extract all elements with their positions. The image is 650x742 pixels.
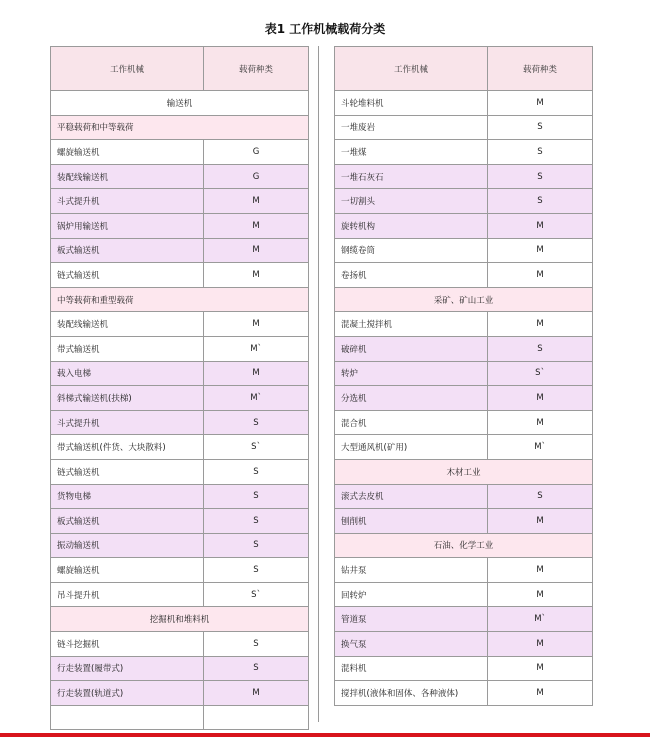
- table-row: [335, 632, 593, 657]
- load-type-cell: S`: [488, 361, 593, 386]
- table-row: [335, 509, 593, 534]
- table-row: [335, 115, 593, 140]
- load-type-cell: S: [204, 558, 309, 583]
- table-row: [51, 213, 309, 238]
- load-type-cell: G: [204, 140, 309, 165]
- table-row: [335, 386, 593, 411]
- load-type-cell: M: [204, 263, 309, 288]
- table-row: [51, 435, 309, 460]
- table-row: [335, 582, 593, 607]
- table-row: [51, 459, 309, 484]
- header-machine: 工作机械: [51, 47, 204, 91]
- table-row: [335, 361, 593, 386]
- category-label: 木材工业: [335, 459, 593, 484]
- category-label: 挖掘机和堆料机: [51, 607, 309, 632]
- load-type-cell: S: [204, 410, 309, 435]
- load-type-cell: S: [488, 164, 593, 189]
- machine-cell: 刨削机: [335, 509, 488, 534]
- header-load: 载荷种类: [488, 47, 593, 91]
- machine-cell: 链式输送机: [51, 263, 204, 288]
- machine-cell: 螺旋输送机: [51, 558, 204, 583]
- bottom-red-bar: [0, 733, 650, 737]
- table-row: [51, 238, 309, 263]
- load-type-cell: M: [488, 632, 593, 657]
- load-type-cell: S`: [204, 435, 309, 460]
- machine-cell: 滚式去皮机: [335, 484, 488, 509]
- category-row: [335, 459, 593, 484]
- table-row: [335, 656, 593, 681]
- table-row: [335, 140, 593, 165]
- header-machine: 工作机械: [335, 47, 488, 91]
- load-type-cell: M: [488, 263, 593, 288]
- machine-cell: 换气泵: [335, 632, 488, 657]
- header-load: 载荷种类: [204, 47, 309, 91]
- machine-cell: 一堆石灰石: [335, 164, 488, 189]
- table-row: [335, 164, 593, 189]
- load-type-cell: M: [204, 213, 309, 238]
- table-title: 表1 工作机械载荷分类: [264, 22, 386, 36]
- machine-cell: 行走装置(轨道式): [51, 681, 204, 706]
- table-row: [51, 582, 309, 607]
- machine-cell: 板式输送机: [51, 238, 204, 263]
- category-row: [335, 287, 593, 312]
- category-label: 平稳载荷和中等载荷: [51, 115, 309, 140]
- category-label: 石油、化学工业: [335, 533, 593, 558]
- load-type-cell: M: [204, 361, 309, 386]
- table-row: [335, 238, 593, 263]
- table-row: [51, 632, 309, 657]
- load-type-cell: M: [488, 213, 593, 238]
- table-row: [335, 484, 593, 509]
- table-row: [335, 312, 593, 337]
- machine-cell: 旋转机构: [335, 213, 488, 238]
- table-row: [51, 336, 309, 361]
- load-type-cell: S: [488, 140, 593, 165]
- table-row: [51, 189, 309, 214]
- load-type-cell: M: [488, 509, 593, 534]
- machine-cell: [51, 705, 204, 730]
- machine-cell: 一堆废岩: [335, 115, 488, 140]
- load-type-cell: M: [488, 312, 593, 337]
- load-type-cell: [204, 705, 309, 730]
- load-type-cell: M: [204, 238, 309, 263]
- table-row: [335, 91, 593, 116]
- load-type-cell: S: [204, 459, 309, 484]
- machine-cell: 混合机: [335, 410, 488, 435]
- column-divider: [318, 46, 319, 722]
- category-row: [51, 287, 309, 312]
- table-row: [335, 213, 593, 238]
- load-type-cell: S: [204, 632, 309, 657]
- load-type-cell: M: [204, 312, 309, 337]
- load-type-cell: M: [204, 681, 309, 706]
- table-row: [335, 681, 593, 706]
- machine-cell: 管道泵: [335, 607, 488, 632]
- machine-cell: 带式输送机: [51, 336, 204, 361]
- table-row: [51, 656, 309, 681]
- machine-cell: 斗式提升机: [51, 189, 204, 214]
- table-row: [51, 164, 309, 189]
- load-type-cell: M: [488, 410, 593, 435]
- table-row: [51, 312, 309, 337]
- load-type-cell: M: [488, 656, 593, 681]
- table-row: [51, 361, 309, 386]
- table-row: [51, 484, 309, 509]
- table-row: [51, 140, 309, 165]
- load-type-cell: S: [488, 115, 593, 140]
- machine-cell: 载入电梯: [51, 361, 204, 386]
- machine-cell: 货物电梯: [51, 484, 204, 509]
- machine-cell: 搅拌机(液体和固体、各种液体): [335, 681, 488, 706]
- machine-cell: 转炉: [335, 361, 488, 386]
- machine-cell: 混料机: [335, 656, 488, 681]
- table-row: [51, 533, 309, 558]
- category-row: [51, 115, 309, 140]
- table-row: [51, 705, 309, 730]
- category-label: 输送机: [51, 91, 309, 116]
- load-type-cell: M`: [204, 386, 309, 411]
- load-type-cell: M: [488, 681, 593, 706]
- machine-cell: 一切割头: [335, 189, 488, 214]
- machine-cell: 卷扬机: [335, 263, 488, 288]
- load-type-cell: M: [488, 582, 593, 607]
- machine-cell: 板式输送机: [51, 509, 204, 534]
- category-row: [51, 91, 309, 116]
- machine-cell: 钢缆卷筒: [335, 238, 488, 263]
- load-type-cell: S: [204, 533, 309, 558]
- table-row: [335, 435, 593, 460]
- table-row: [335, 410, 593, 435]
- load-type-cell: M: [488, 558, 593, 583]
- table-row: [335, 263, 593, 288]
- load-type-cell: M: [488, 91, 593, 116]
- machine-cell: 装配线输送机: [51, 164, 204, 189]
- machine-cell: 链斗挖掘机: [51, 632, 204, 657]
- table-row: [51, 558, 309, 583]
- table-row: [51, 681, 309, 706]
- machine-cell: 混凝土搅拌机: [335, 312, 488, 337]
- load-type-cell: M: [488, 238, 593, 263]
- machine-cell: 破碎机: [335, 336, 488, 361]
- load-type-cell: S: [204, 484, 309, 509]
- machine-cell: 振动输送机: [51, 533, 204, 558]
- machine-cell: 装配线输送机: [51, 312, 204, 337]
- machine-cell: 钻井泵: [335, 558, 488, 583]
- machine-cell: 斗轮堆料机: [335, 91, 488, 116]
- table-row: [51, 410, 309, 435]
- load-type-cell: S: [488, 189, 593, 214]
- table-row: [335, 189, 593, 214]
- load-type-cell: M`: [488, 607, 593, 632]
- table-row: [51, 509, 309, 534]
- machine-cell: 大型通风机(矿用): [335, 435, 488, 460]
- load-type-cell: M`: [204, 336, 309, 361]
- table-row: [51, 386, 309, 411]
- machine-cell: 分选机: [335, 386, 488, 411]
- load-type-cell: M: [488, 386, 593, 411]
- category-label: 采矿、矿山工业: [335, 287, 593, 312]
- machine-cell: 锅炉用输送机: [51, 213, 204, 238]
- load-type-cell: S`: [204, 582, 309, 607]
- machine-cell: 吊斗提升机: [51, 582, 204, 607]
- category-row: [51, 607, 309, 632]
- load-type-cell: S: [204, 509, 309, 534]
- machine-cell: 斜梯式输送机(扶梯): [51, 386, 204, 411]
- load-type-cell: M`: [488, 435, 593, 460]
- machine-cell: 一堆煤: [335, 140, 488, 165]
- load-type-cell: S: [488, 336, 593, 361]
- machine-cell: 带式输送机(件货、大块散料): [51, 435, 204, 460]
- table-row: [335, 336, 593, 361]
- load-type-cell: G: [204, 164, 309, 189]
- load-type-cell: M: [204, 189, 309, 214]
- load-type-cell: S: [488, 484, 593, 509]
- machine-cell: 斗式提升机: [51, 410, 204, 435]
- machine-cell: 行走装置(履带式): [51, 656, 204, 681]
- table-row: [335, 607, 593, 632]
- category-row: [335, 533, 593, 558]
- table-row: [51, 263, 309, 288]
- machine-cell: 回转炉: [335, 582, 488, 607]
- machine-cell: 螺旋输送机: [51, 140, 204, 165]
- load-class-table-right: [334, 46, 593, 706]
- load-class-table-left: [50, 46, 309, 730]
- machine-cell: 链式输送机: [51, 459, 204, 484]
- category-label: 中等载荷和重型载荷: [51, 287, 309, 312]
- load-type-cell: S: [204, 656, 309, 681]
- table-row: [335, 558, 593, 583]
